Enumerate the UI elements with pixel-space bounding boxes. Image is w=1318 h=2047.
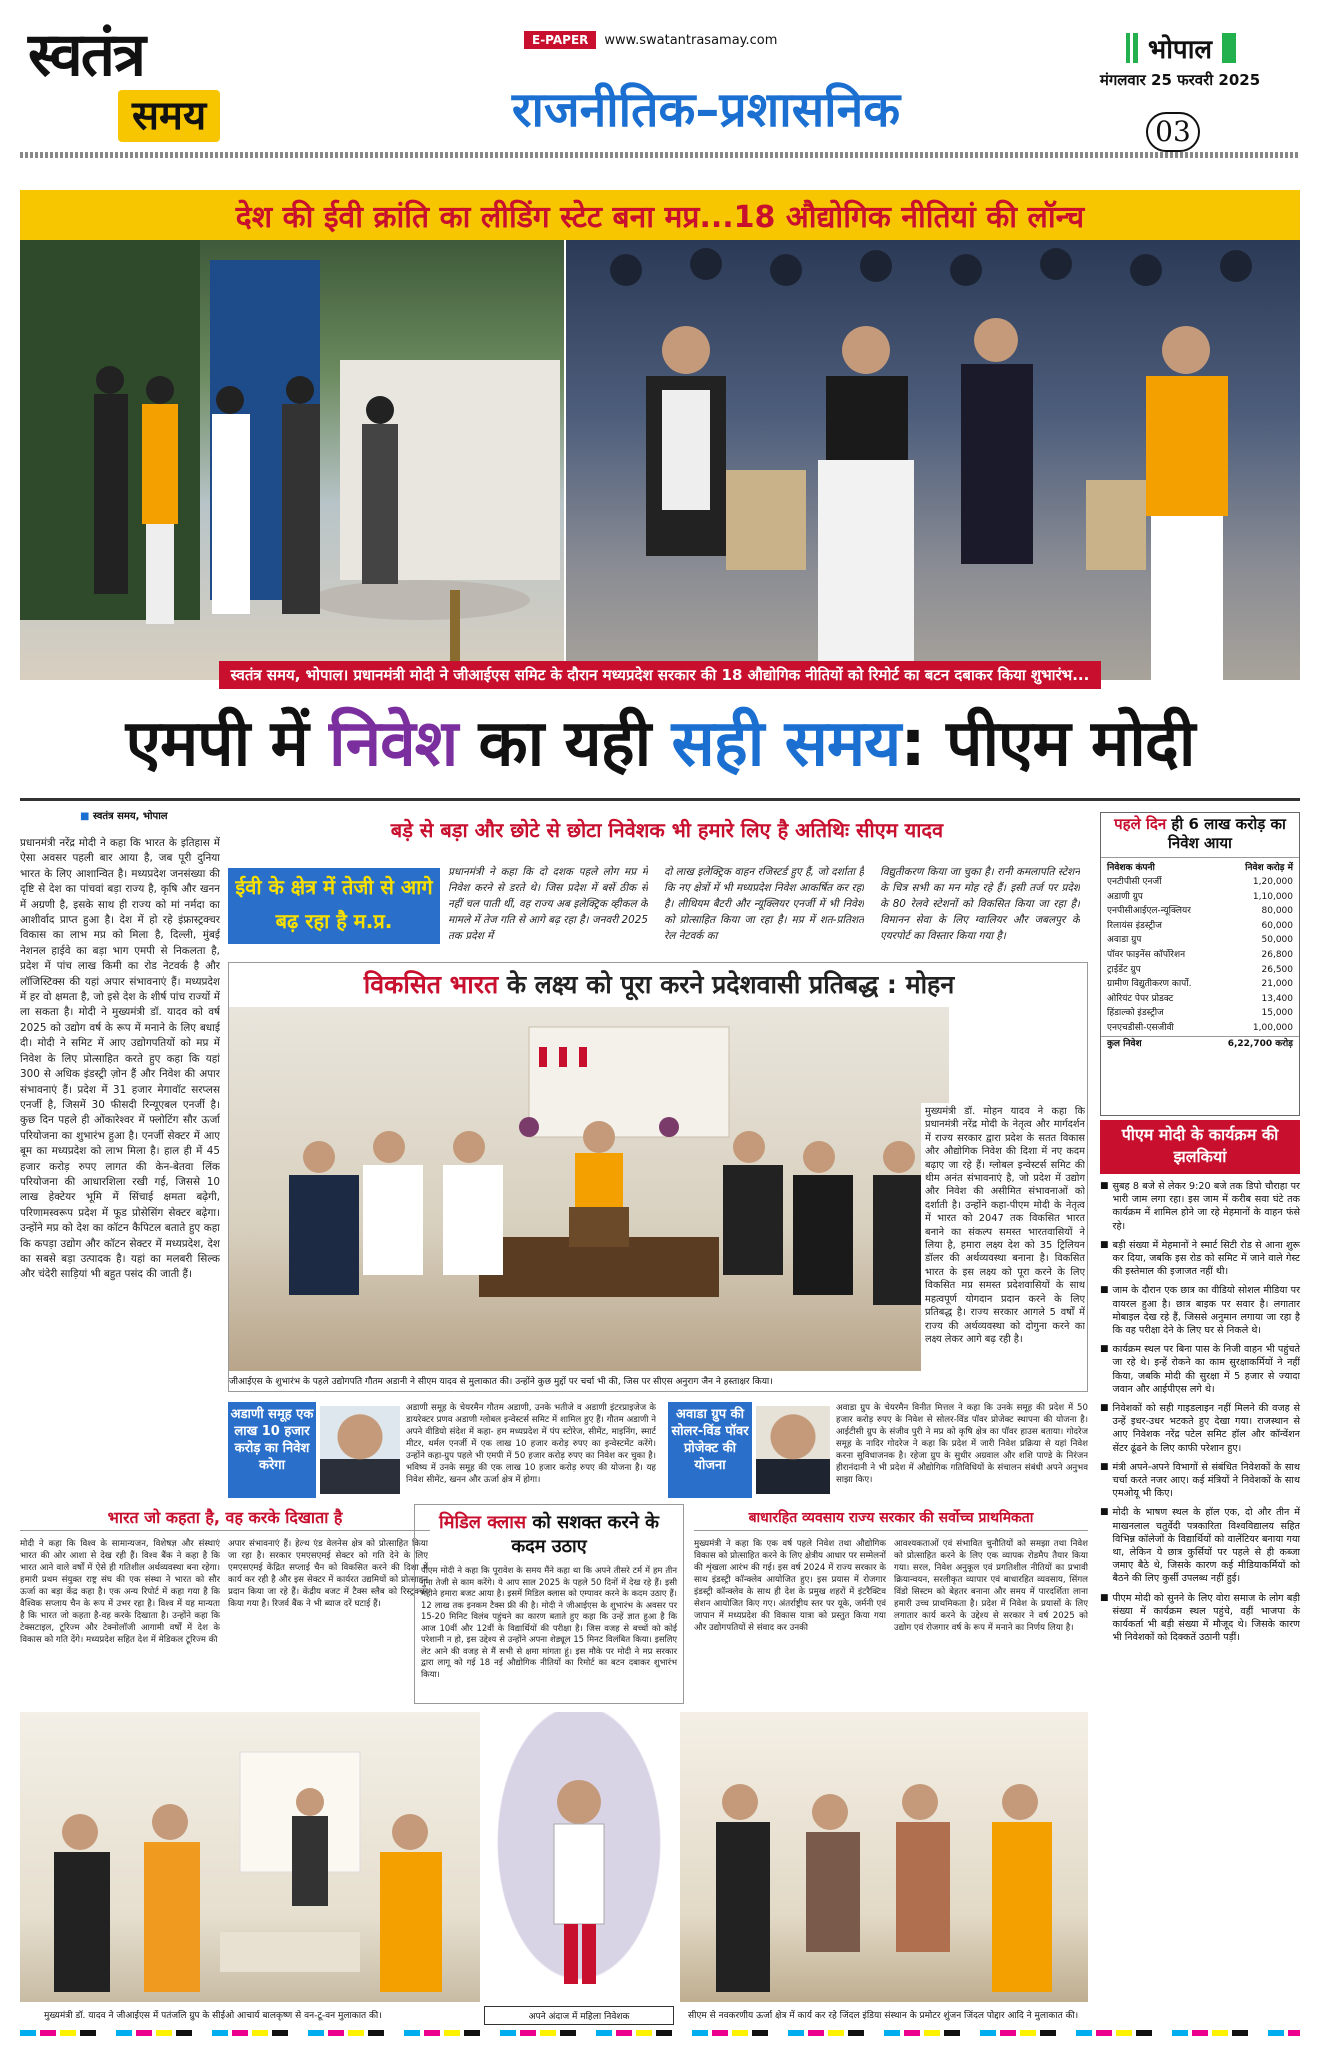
- top-banner: [20, 190, 1300, 240]
- invest-table-row: [1101, 904, 1299, 919]
- city-block: [1090, 30, 1270, 90]
- top-caption: स्वतंत्र समय, भोपाल। प्रधानमंत्री मोदी ने जीआईएस समिट के दौरान मध्यप्रदेश सरकार की 18 औद्योगिक नीतियों को रिमोर्ट का बटन दबाकर किया शुभारंभ...: [219, 661, 1102, 689]
- website-link[interactable]: www.swatantrasamay.com: [604, 32, 778, 48]
- awada-label: अवाडा ग्रुप की सोलर-विंड पॉवर प्रोजेक्ट की योजना: [668, 1402, 752, 1498]
- bottom-caption-right: सीएम से नवकरणीय ऊर्जा क्षेत्र में कार्य कर रहे जिंदल इंडिया संस्थान के प्रमोटर शुंजन जिंदल पोद्दार आदि ने मुलाकात की।: [684, 2006, 1088, 2023]
- photo-right-svg: [566, 240, 1300, 680]
- bottom-caption-middle: अपने अंदाज में महिला निवेशक: [484, 2006, 674, 2025]
- left-column-body: प्रधानमंत्री नरेंद्र मोदी ने कहा कि भारत के इतिहास में ऐसा अवसर पहली बार आया है, जब पूरी दुनिया भारत के लिए आशान्वित है। मध्यप्रदेश जनसंख्या की दृष्टि से देश का पांचवां बड़ा राज्य है, कृषि और खनन में अग्रणी है, इसके साथ ही राज्य को मां नर्मदा का आशीर्वाद प्राप्त हुआ है। देश में हो रहे इंफ्रास्ट्रक्चर विकास का लाभ मप्र को मिला है, दिल्ली, मुंबई नेशनल हाईवे का बड़ा भाग एमपी से निकलता है, प्रदेश में पांच लाख किमी का रोड नेटवर्क है और लॉजिस्टिक्स की यहां अपार संभावनाएं हैं। मध्यप्रदेश में हर वो क्षमता है, जो इसे देश के शीर्ष पांच राज्यों में ला सकता है। मोदी ने मुख्यमंत्री डॉ. यादव को वर्ष 2025 को उद्योग वर्ष के रूप में मनाने के लिए बधाई दी। मोदी ने समिट में आए उद्योगपतियों को मप्र में निवेश के लिए प्रोत्साहित करते हुए कहा कि यहां 300 से अधिक इंडस्ट्री ज़ोन हैं और निवेश की अपार संभावनाएं हैं। प्रदेश में 31 हजार मेगावॉट सरप्लस एनर्जी है, जिसमें 30 फीसदी रिन्यूएबल एनर्जी है। कुछ दिन पहले ही ओंकारेश्वर में फ्लोटिंग सौर ऊर्जा परियोजना का शुभारंभ हुआ है। एनर्जी सेक्टर में आए बूम का मध्यप्रदेश को लाभ मिला है। हाल ही में 45 हजार करोड़ रुपए लागत की केन-बेतवा लिंक परियोजना की आधारशिला रखी गई, जिससे 10 लाख हेक्टेयर भूमि में सिंचाई क्षमता बढ़ेगी, परिणामस्वरूप प्रदेश में फूड प्रोसेसिंग सेक्टर बढ़ेगा। उन्होंने मप्र को देश का कॉटन कैपिटल बताते हुए कहा कि कपड़ा उद्योग और कॉटन सेक्टर में मध्यप्रदेश, देश का सबसे बड़ा उत्पादक है। यहां का मलबरी सिल्क और चंदेरी साड़ियां भी बहुत पसंद की जाती हैं।: [20, 837, 220, 1281]
- logo: [28, 22, 268, 162]
- invest-table-rows: [1101, 875, 1299, 1051]
- invest-table-header: [1101, 857, 1299, 875]
- bharat-heading: भारत जो कहता है, वह करके दिखाता है: [20, 1506, 430, 1531]
- invest-company: कुल निवेश: [1107, 1038, 1142, 1049]
- invest-amount: 50,000: [1261, 935, 1293, 946]
- middle-class-heading: [415, 1505, 683, 1563]
- mohan-headline-red: विकसित भारत: [363, 970, 499, 999]
- footer-color-bar: [20, 2030, 1300, 2036]
- middle-class-text: पीएम मोदी ने कहा कि पूरावेश के समय मैंने कहा था कि अपने तीसरे टर्म में हम तीन गुना तेजी से काम करेंगे। ये आप साल 2025 के पहले 50 दिनों में देख रहे हैं। इसी महीने हमारा बजट आया है। इसमें मिडिल क्लास को एम्पावर करने के कदम उठाए हैं। 12 लाख तक इनकम टैक्स फ्री की है। मोदी ने जीआईएस के शुभारंभ के अवसर पर 15-20 मिनिट विलंब पहुंचने का कारण बताते हुए कहा कि उन्हें ज्ञात हुआ है कि आज 10वीं और 12वीं के विद्यार्थियों की परीक्षा है। जिस वजह से बच्चों को कोई परेशानी न हो, इस उद्देश्य से उन्होंने अपना शेड्यूल 15 मिनट विलंबित किया। इसलिए लेट आने की वजह से मैं सभी से क्षमा मांगता हूं। इस मौके पर मोदी ने मप्र सरकार द्वारा लागू को गई 18 नई औद्योगिक नीतियों का रिमोर्ट का बटन दबाकर शुभारंभ किया।: [421, 1565, 677, 1679]
- bharat-block: [20, 1506, 430, 1696]
- bottom-photo-left: [20, 1712, 480, 2002]
- mohan-photo-svg: [229, 1007, 949, 1371]
- photo-left-svg: [20, 240, 564, 680]
- byline: [80, 808, 220, 822]
- pm-program-item: [1100, 1180, 1300, 1233]
- invest-amount: 21,000: [1261, 979, 1293, 990]
- bullet-icon: ■: [1100, 1592, 1109, 1603]
- bullet-icon: ■: [1100, 1344, 1109, 1355]
- obstacle-block: [694, 1506, 1088, 1696]
- mohan-block: [228, 962, 1088, 1392]
- bottom-middle-svg: [484, 1712, 674, 2002]
- invest-company: एनटीपीसी एनर्जी: [1107, 877, 1162, 887]
- bottom-caption-left: मुख्यमंत्री डॉ. यादव ने जीआईएस में पतंजलि ग्रुप के सीईओ आचार्य बालकृष्ण से वन-टू-वन मुलाकात की।: [40, 2006, 460, 2023]
- invest-table-row: [1101, 977, 1299, 992]
- logo-line2: समय: [118, 90, 220, 142]
- invest-table-row: [1101, 1036, 1299, 1052]
- pm-program-item-text: मंत्री अपने-अपने विभागों से संबंधित निवेशकों के साथ चर्चा करते नजर आए। कई मंत्रियों ने निवेशकों के साथ एमओयू भी किए।: [1112, 1461, 1300, 1500]
- headline-part5: : पीएम मोदी: [900, 707, 1195, 781]
- pm-program: [1100, 1120, 1300, 2010]
- invest-company: रिलायंस इंडस्ट्रीज: [1107, 920, 1162, 931]
- pm-program-item-text: निवेशकों को सही गाइडलाइन नहीं मिलने की वजह से उन्हें इधर-उधर भटकते हुए देखा गया। राजस्थान से आए निवेशक नरेंद्र पटेल समिट हॉल और कॉन्वेंशन सेंटर ढूंढने के लिए काफी परेशान हुए।: [1112, 1403, 1300, 1454]
- bullet-icon: ■: [1100, 1403, 1109, 1414]
- pm-program-item: [1100, 1402, 1300, 1455]
- invest-amount: 15,000: [1261, 1008, 1293, 1019]
- obstacle-heading: बाधारहित व्यवसाय राज्य सरकार की सर्वोच्च प्राथमिकता: [694, 1506, 1088, 1531]
- obstacle-col2: आवश्यकताओं एवं संभावित चुनौतियों को समझा तथा निवेश को प्रोत्साहित करने के लिए एक व्यापक रोडमैप तैयार किया गया। सरल, निवेश अनुकूल एवं प्रगतिशील नीतियों का प्रभावी क्रियान्वयन, सरलीकृत व्यापार एवं बाधारहित व्यवसाय, सिंगल विंडो सिस्टम को बेहतर बनाना और समय में पारदर्शिता लाना हमारी उच्च प्राथमिकता है। प्रदेश में निवेश के प्रयासों के लिए लगातार कार्य करने के उद्देश्य से सरकार ने वर्ष 2025 को उद्योग एवं रोजगार वर्ष के रूप में मनाने का निर्णय लिया है।: [894, 1539, 1088, 1633]
- left-column: [20, 806, 220, 1396]
- top-banner-text: देश की ईवी क्रांति का लीडिंग स्टेट बना मप्र...18 औद्योगिक नीतियां की लॉन्च: [235, 199, 1085, 235]
- top-caption-bar: [20, 660, 1300, 690]
- adani-box: [228, 1400, 658, 1500]
- invest-table-row: [1101, 963, 1299, 978]
- middle-class-red: मिडिल क्लास: [439, 1512, 527, 1533]
- green-bar-right: [1222, 33, 1230, 63]
- headline-part1: एमपी में: [125, 707, 330, 781]
- pm-program-item-text: पीएम मोदी को सुनने के लिए वोरा समाज के लोग बड़ी संख्या में कार्यक्रम स्थल पहुंचे, वहीं भाजपा के कार्यकर्ता भी बड़ी संख्या में मौजूद थे। जिसके कारण भी निवेशकों को दिक्कतें उठानी पड़ीं।: [1112, 1592, 1300, 1644]
- invest-company: पॉवर फाइनेंस कॉर्पोरेशन: [1107, 949, 1186, 960]
- adani-label: अडाणी समूह एक लाख 10 हजार करोड़ का निवेश करेगा: [228, 1402, 316, 1498]
- pm-program-item: [1100, 1284, 1300, 1337]
- invest-company: ट्राईडेंट ग्रुप: [1107, 964, 1141, 975]
- invest-amount: 6,22,700 करोड़: [1227, 1038, 1293, 1049]
- invest-amount: 26,500: [1261, 964, 1293, 975]
- headline-part4: सही समय: [671, 707, 901, 781]
- invest-amount: 1,20,000: [1252, 877, 1293, 887]
- invest-amount: 13,400: [1261, 993, 1293, 1004]
- invest-table-row: [1101, 875, 1299, 890]
- obstacle-col1: मुख्यमंत्री ने कहा कि एक वर्ष पहले निवेश तथा औद्योगिक विकास को प्रोत्साहित करने के लिए क्षेत्रीय आधार पर सम्मेलनों की शृंखला आरंभ की गई। इस वर्ष 2024 में राज्य सरकार के साथ इंडस्ट्री कॉन्क्लेव आयोजित हुए। इस प्रयास में रोजगार इंडस्ट्री कॉन्क्लेव के साथ ही देश के प्रमुख शहरों में इंटरैक्टिव सेशन आयोजित किए गए। अंतर्राष्ट्रीय स्तर पर यूके, जर्मनी एवं जापान में मध्यप्रदेश की विकास यात्रा को प्रस्तुत किया गया और उद्योगपतियों से संवाद कर उनकी: [694, 1539, 886, 1633]
- invest-title-rest: ही 6 लाख करोड़ का निवेश आया: [1166, 815, 1286, 852]
- invest-company: हिंडाल्को इंडस्ट्रीज: [1107, 1008, 1164, 1019]
- byline-text: स्वतंत्र समय, भोपाल: [92, 811, 168, 822]
- pm-program-item: [1100, 1506, 1300, 1585]
- pm-program-item: [1100, 1239, 1300, 1279]
- epaper-label: E-PAPER: [524, 31, 596, 49]
- bullet-icon: ■: [1100, 1239, 1109, 1250]
- awada-box: [668, 1400, 1088, 1500]
- invest-table-row: [1101, 948, 1299, 963]
- pm-program-item: [1100, 1461, 1300, 1501]
- cm-col1: प्रधानमंत्री ने कहा कि दो दशक पहले लोग मप्र में निवेश करने से डरते थे। जिस प्रदेश में बसें ठीक से नहीं चल पाती थीं, वह राज्य अब इलेक्ट्रिक व्हीकल के मामले में तेज गति से आगे बढ़ रहा है। जनवरी 2025 तक प्रदेश में: [448, 866, 648, 942]
- mohan-body: मुख्यमंत्री डॉ. मोहन यादव ने कहा कि प्रधानमंत्री नरेंद्र मोदी के नेतृत्व और मार्गदर्शन में राज्य सरकार द्वारा प्रदेश के सतत विकास और औद्योगिक निवेश की दिशा में नए कदम बढ़ाए जा रहे हैं। ग्लोबल इन्वेस्टर्स समिट की थीम अनंत संभावनाएं है, जो प्रदेश में उद्योग और निवेश की असीमित संभावनाओं को दर्शाती है। उन्होंने कहा-पीएम मोदी के नेतृत्व में भारत को 2047 तक विकसित भारत बनाने का संकल्प समस्त भारतवासियों ने लिया है, हमारा लक्ष्य देश को 35 ट्रिलियन डॉलर की अर्थव्यवस्था बनाना है। विकसित भारत के इस लक्ष्य को पूरा करने के लिए विकसित मप्र समस्त प्रदेशवासियों के साथ महत्वपूर्ण योगदान प्रदान करने के लिए प्रतिबद्ध है। राज्य सरकार आगले 5 वर्षों में राज्य की अर्थव्यवस्था को दोगुना करने का लक्ष्य लेकर आगे बढ़ रही है।: [921, 1103, 1085, 1375]
- main-headline: [20, 700, 1300, 788]
- invest-amount: 60,000: [1261, 920, 1293, 931]
- bullet-icon: ■: [1100, 1285, 1109, 1296]
- section-title: राजनीतिक–प्रशासनिक: [511, 82, 901, 138]
- bottom-left-svg: [20, 1712, 480, 2002]
- pm-program-item: [1100, 1592, 1300, 1645]
- col-company: निवेशक कंपनी: [1107, 863, 1155, 873]
- headline-rule: [20, 798, 1300, 801]
- headline-part3: का यही: [457, 707, 672, 781]
- epaper-bar: [524, 30, 777, 50]
- invest-table-row: [1101, 890, 1299, 905]
- pm-program-item: [1100, 1343, 1300, 1396]
- bottom-photo-right: [680, 1712, 1088, 2002]
- invest-table-row: [1101, 1006, 1299, 1021]
- middle-class-block: [414, 1504, 684, 1704]
- pm-program-item-text: बड़ी संख्या में मेहमानों ने स्मार्ट सिटी रोड से आना शुरू कर दिया, जबकि इस रोड को समिट में जाने वाले गेस्ट की इस्तेमाल की इजाजत नहीं थी।: [1112, 1239, 1300, 1278]
- invest-company: अडाणी ग्रुप: [1107, 891, 1143, 902]
- invest-table-row: [1101, 1021, 1299, 1036]
- invest-title-red: पहले दिन: [1114, 815, 1167, 833]
- masthead-rule: [20, 152, 1300, 158]
- masthead: [0, 0, 1318, 160]
- top-photo-left: [20, 240, 564, 680]
- headline-part2: निवेश: [329, 707, 458, 781]
- bullet-icon: ■: [1100, 1461, 1109, 1472]
- logo-line1: स्वतंत्र: [28, 20, 145, 90]
- bullet-icon: ■: [1100, 1507, 1109, 1518]
- bharat-col2: अपार संभावनाएं हैं। हेल्थ एंड वेलनेस क्षेत्र को प्रोत्साहित किया जा रहा है। सरकार एमएसएमई सेक्टर को गति देने के लिए एमएसएमई केंद्रित सप्लाई चैन को विकसित करने की दिशा में कार्य कर रही है और इस सेक्टर में कार्यरत उद्यमियों को प्रोत्साहन प्रदान किया जा रहे हैं। केंद्रीय बजट में टैक्स स्लैब को रिस्ट्रक्चर किया गया है। रिजर्व बैंक ने भी ब्याज दरें घटाई हैं।: [228, 1539, 428, 1609]
- invest-amount: 80,000: [1261, 906, 1293, 917]
- invest-amount: 1,10,000: [1252, 891, 1293, 902]
- bottom-photo-middle: [484, 1712, 674, 2002]
- cm-col3: विद्युतीकरण किया जा चुका है। रानी कमलापति स्टेशन के चित्र सभी का मन मोह रहे हैं। इसी तर्ज पर प्रदेश के 80 रेलवे स्टेशनों को विकसित किया जा रहा है। विमानन सेवा के लिए ग्वालियर और जबलपुर के एयरपोर्ट का विस्तार किया गया है।: [880, 866, 1080, 942]
- adani-text: अडाणी समूह के चेयरमैन गौतम अडाणी, उनके भतीजे व अडाणी इंटरप्राइजेज के डायरेक्टर प्रणव अडाणी ग्लोबल इन्वेस्टर्स समिट में शामिल हुए हैं। गौतम अडाणी ने अपने वीडियो संदेश में कहा- हम मध्यप्रदेश में पंप स्टोरेज, सीमेंट, माइनिंग, स्मार्ट मीटर, थर्मल एनर्जी में एक लाख 10 हजार करोड़ रुपए का इन्वेस्टमेंट करेंगे। उन्होंने कहा-ग्रुप पहले भी एमपी में 50 हजार करोड़ रुपए का निवेश कर चुका है। भविष्य में उनके समूह की एक लाख 10 हजार करोड़ रुपए की योजना है। यह निवेश सीमेंट, खनन और ऊर्जा क्षेत्र में होगा।: [406, 1403, 656, 1485]
- mohan-photo: [229, 1007, 949, 1371]
- top-photo-right: [566, 240, 1300, 680]
- bharat-col1: मोदी ने कहा कि विश्व के सामान्यजन, विशेषज्ञ और संस्थाएं भारत की ओर आशा से देख रही हैं। विश्व बैंक ने कहा है कि भारत आने वाले वर्षों में ऐसे ही गतिशील अर्थव्यवस्था बना रहेगा। हमारी प्रथम संयुक्त राष्ट्र संघ की एक संस्था ने भारत को सौर ऊर्जा का बड़ा केंद्र कहा है। एक अन्य रिपोर्ट में कहा गया है कि वैश्विक सप्लाय चैन के रूप में उभर रहा है। विश्व में यह मान्यता है कि भारत जो कहता है-वह करके दिखाता है। उन्होंने कहा कि टेक्सटाइल, टूरिज्म और टेक्नोलॉजी आगामी वर्षों में देश के विकास को गति देंगे। मध्यप्रदेश सहित देश में मेडिकल टूरिज्म की: [20, 1539, 220, 1645]
- mohan-headline-black: के लक्ष्य को पूरा करने प्रदेशवासी प्रतिबद्ध : मोहन: [498, 970, 955, 999]
- mohan-headline: [229, 967, 1089, 1003]
- adani-portrait: [320, 1406, 400, 1494]
- pm-program-list: [1100, 1174, 1300, 1645]
- invest-table-row: [1101, 919, 1299, 934]
- pm-program-title: पीएम मोदी के कार्यक्रम की झलकियां: [1100, 1120, 1300, 1174]
- pm-program-item-text: सुबह 8 बजे से लेकर 9:20 बजे तक डिपो चौराहा पर भारी जाम लगा रहा। इस जाम में करीब सवा घंटे तक कार्यक्रम में शामिल होने जा रहे मेहमानों के वाहन फंसे रहे।: [1112, 1181, 1300, 1232]
- mohan-photo-caption: जीआईएस के शुभारंभ के पहले उद्योगपति गौतम अडानी ने सीएम यादव से मुलाकात की। उन्होंने कुछ मुद्दों पर चर्चा भी की, जिस पर सीएस अनुराग जैन ने हस्ताक्षर किया।: [229, 1375, 949, 1389]
- byline-marker: ■: [80, 811, 93, 822]
- invest-amount: 1,00,000: [1252, 1022, 1293, 1033]
- bottom-right-svg: [680, 1712, 1088, 2002]
- middle-class-rest: को सशक्त करने के कदम उठाए: [511, 1512, 659, 1557]
- invest-company: एनएचडीसी-एसजीवी: [1107, 1022, 1174, 1033]
- invest-table: [1100, 812, 1300, 1116]
- cm-subhead: बड़े से बड़ा और छोटे से छोटा निवेशक भी हमारे लिए है अतिथिः सीएम यादव: [390, 818, 944, 842]
- pm-program-item-text: जाम के दौरान एक छात्र का वीडियो सोशल मीडिया पर वायरल हुआ है। छात्र बाइक पर सवार है। लगातार मोबाइल देख रहे हैं, जिससे अनुमान लगाया जा रहा है कि वह परीक्षा देने के लिए घर से निकले थे।: [1112, 1285, 1300, 1337]
- invest-company: एनपीसीआईएल-न्यूक्लियर: [1107, 906, 1191, 917]
- green-bar-left: [1130, 33, 1138, 63]
- invest-company: ग्रामीण विद्युतीकरण कार्पो.: [1107, 979, 1192, 990]
- awada-portrait: [756, 1406, 830, 1494]
- pm-program-item-text: मोदी के भाषण स्थल के हॉल एक, दो और तीन में माखनलाल चतुर्वेदी पत्रकारिता विश्वविद्यालय सहित विभिन्न कॉलेजों के विद्यार्थियों को वालेंटियर बनाया गया था, लेकिन ये छात्र कुर्सियों पर पहले से ही कब्जा जमाए बैठे थे, जिसके कारण कई मीडियाकर्मियों को बैठने की लिए कुर्सी उपलब्ध नहीं हुई।: [1112, 1507, 1300, 1585]
- invest-amount: 26,800: [1261, 949, 1293, 960]
- bullet-icon: ■: [1100, 1181, 1109, 1191]
- awada-text: अवाडा ग्रुप के चेयरमैन विनीत मित्तल ने कहा कि उनके समूह की प्रदेश में 50 हजार करोड़ रुपए के निवेश से सोलर-विंड पॉवर प्रोजेक्ट स्थापना की योजना है। आईटीसी ग्रुप के संजीव पुरी ने मप्र को कृषि क्षेत्र का पॉवर हाउस बताया। गोदरेज समूह के नादिर गोदरेज ने कहा कि प्रदेश में जारी निवेश प्रक्रिया से यहां निवेश करना सुविधाजनक है। रहेजा ग्रुप के सुधीर अग्रवाल और शशि पाण्डे के निरंजन हीरानंदानी ने भी प्रदेश में औद्योगिक गतिविधियों के संचालन संबंधी अपने अनुभव साझा किए।: [836, 1403, 1088, 1485]
- invest-table-title: [1101, 813, 1299, 857]
- invest-table-row: [1101, 933, 1299, 948]
- invest-company: ओरियंट पेपर प्रोडक्ट: [1107, 993, 1174, 1004]
- invest-company: अवाडा ग्रुप: [1107, 935, 1142, 946]
- col-amount: निवेश करोड़ में: [1245, 863, 1293, 873]
- page-number: 03: [1146, 112, 1200, 152]
- ev-box: ईवी के क्षेत्र में तेजी से आगे बढ़ रहा है म.प्र.: [228, 868, 440, 944]
- city-name: भोपाल: [1147, 35, 1213, 65]
- issue-date: मंगलवार 25 फरवरी 2025: [1099, 71, 1261, 89]
- pm-program-item-text: कार्यक्रम स्थल पर बिना पास के निजी वाहन भी पहुंचते जा रहे थे। इन्हें रोकने का काम सुरक्षाकर्मियों ने नहीं किया, जबकि मोदी की सुरक्षा में 5 हजार से ज्यादा जवान और आईपीएस लगे थे।: [1112, 1344, 1300, 1395]
- cm-col2: दो लाख इलेक्ट्रिक वाहन रजिस्टर्ड हुए हैं, जो दर्शाता है कि नए क्षेत्रों में भी मध्यप्रदेश निवेश आकर्षित कर रहा है। लीथियम बैटरी और न्यूक्लियर एनर्जी में भी निवेश को प्रोत्साहित किया जा रहा है। मप्र में शत-प्रतिशत रेल नेटवर्क का: [664, 866, 864, 942]
- invest-table-row: [1101, 992, 1299, 1007]
